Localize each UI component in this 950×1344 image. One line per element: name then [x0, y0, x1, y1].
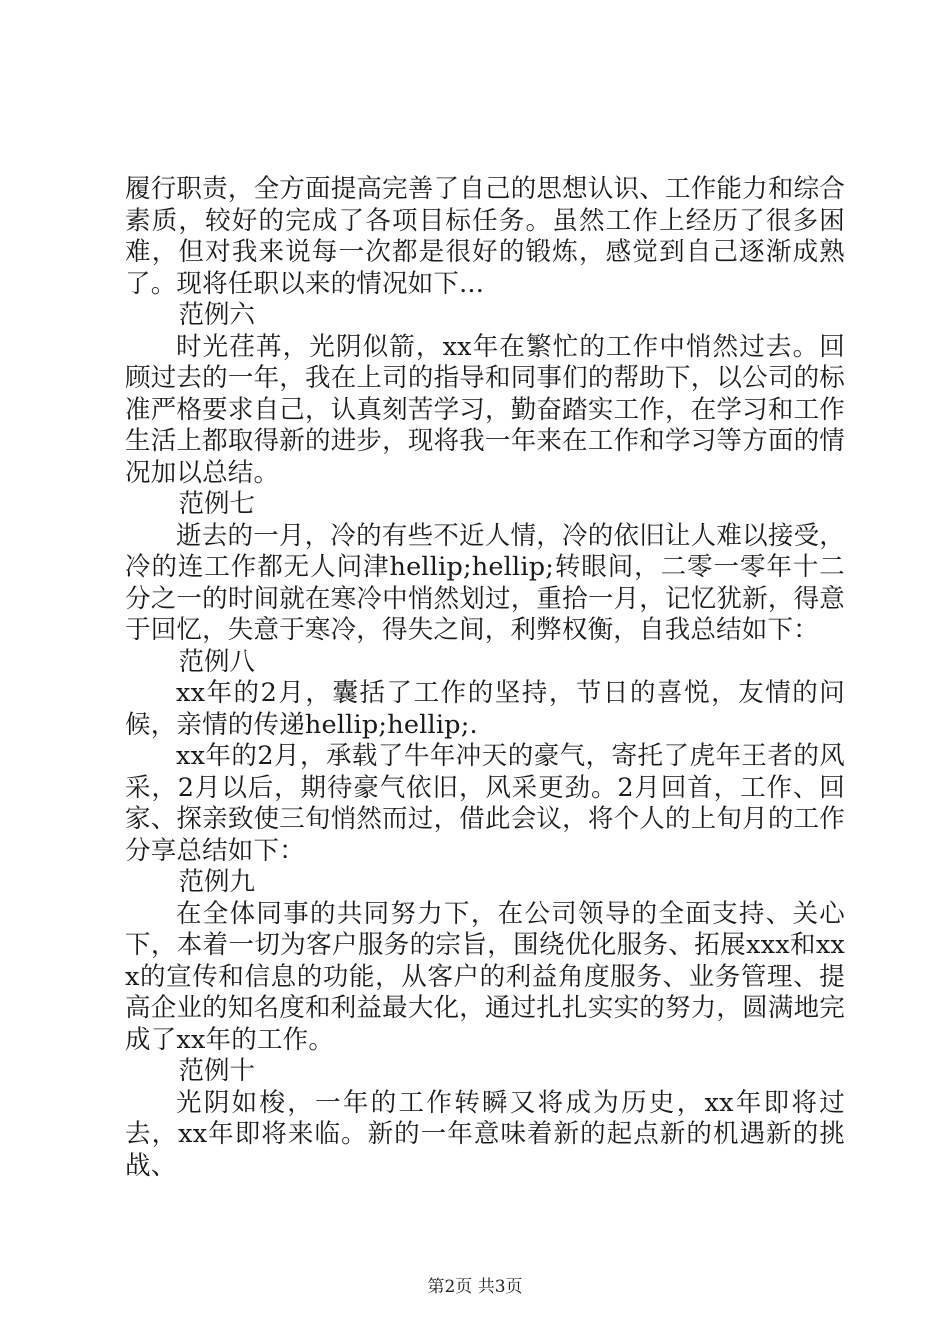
- paragraph-example-10: 光阴如梭，一年的工作转瞬又将成为历史，xx年即将过去，xx年即将来临。新的一年意味着新的起点新的机遇新的挑战、: [125, 1087, 845, 1181]
- heading-example-8: 范例八: [178, 646, 256, 677]
- paragraph-example-8a: xx年的2月，囊括了工作的坚持，节日的喜悦，友情的问候，亲情的传递hellip;hellip;.: [125, 678, 845, 740]
- paragraph-example-7: 逝去的一月，冷的有些不近人情，冷的依旧让人难以接受，冷的连工作都无人问津hellip;hellip;转眼间，二零一零年十二分之一的时间就在寒冷中悄然划过，重拾一月，记忆犹新，得意于回忆，失意于寒冷，得失之间，利弊权衡，自我总结如下：: [125, 520, 845, 645]
- document-body: [125, 174, 845, 1182]
- page-number-footer: 第2页 共3页: [427, 1277, 523, 1297]
- heading-example-7: 范例七: [178, 489, 256, 519]
- heading-example-6: 范例六: [178, 300, 256, 330]
- paragraph-example-6: 时光荏苒，光阴似箭，xx年在繁忙的工作中悄然过去。回顾过去的一年，我在上司的指导和同事们的帮助下，以公司的标准严格要求自己，认真刻苦学习，勤奋踏实工作，在学习和工作生活上都取得新的进步，现将我一年来在工作和学习等方面的情况加以总结。: [125, 331, 845, 488]
- paragraph-intro: 履行职责，全方面提高完善了自己的思想认识、工作能力和综合素质，较好的完成了各项目标任务。虽然工作上经历了很多困难，但对我来说每一次都是很好的锻炼，感觉到自己逐渐成熟了。现将任职以来的情况如下...: [125, 174, 845, 299]
- heading-example-10: 范例十: [178, 1056, 256, 1086]
- paragraph-example-8b: xx年的2月，承载了牛年冲天的豪气，寄托了虎年王者的风采，2月以后，期待豪气依旧，风采更劲。2月回首，工作、回家、探亲致使三旬悄然而过，借此会议，将个人的上旬月的工作分享总结如下：: [125, 741, 845, 866]
- heading-example-9: 范例九: [178, 867, 256, 897]
- paragraph-example-9: 在全体同事的共同努力下，在公司领导的全面支持、关心下，本着一切为客户服务的宗旨，围绕优化服务、拓展xxx和xxx的宣传和信息的功能，从客户的利益角度服务、业务管理、提高企业的知名度和利益最大化，通过扎扎实实的努力，圆满地完成了xx年的工作。: [125, 898, 845, 1055]
